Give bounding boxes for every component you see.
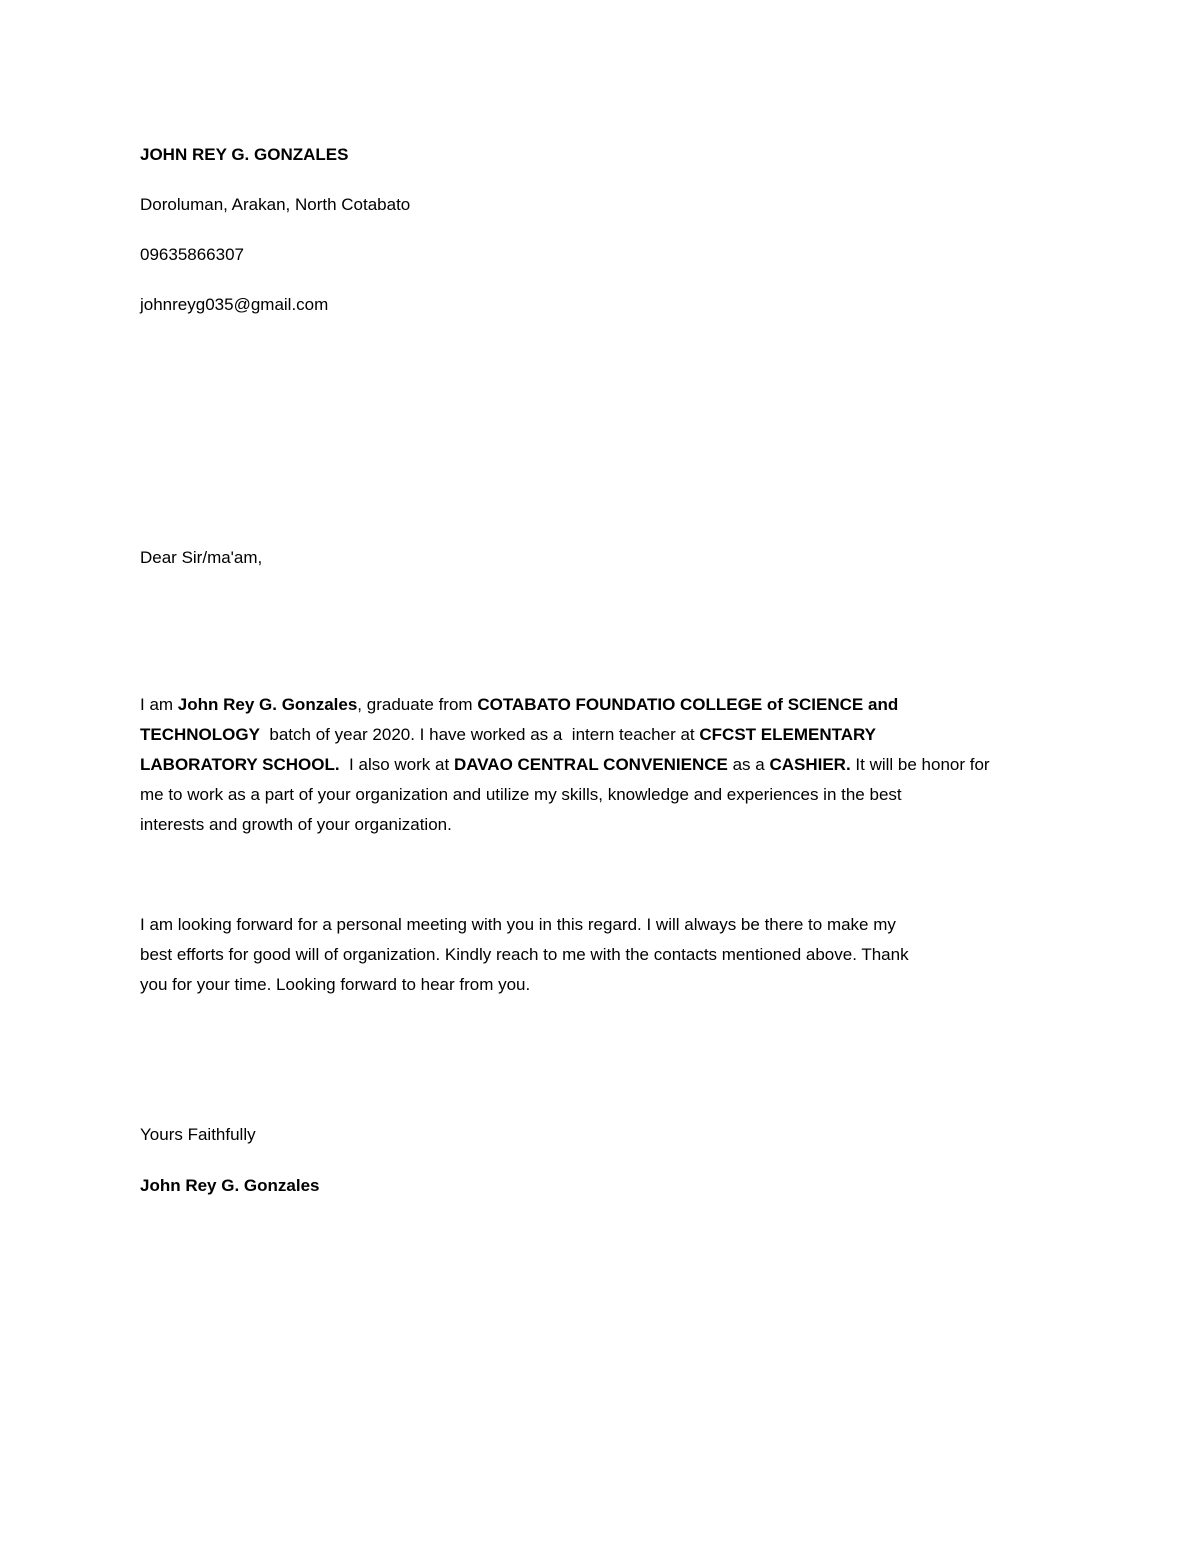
paragraph-line: interests and growth of your organization. <box>140 815 452 834</box>
signature-name: John Rey G. Gonzales <box>140 1176 320 1195</box>
school-name-cont: LABORATORY SCHOOL. <box>140 755 340 774</box>
body-paragraph-2 <box>140 910 1065 1000</box>
sender-email: johnreyg035@gmail.com <box>140 295 329 314</box>
text-run: I also work at <box>339 755 454 774</box>
text-run: batch of year 2020. I have worked as a intern teacher at <box>259 725 700 744</box>
paragraph-line: you for your time. Looking forward to hear from you. <box>140 975 531 994</box>
paragraph-line <box>140 750 1065 780</box>
closing: Yours Faithfully <box>140 1125 256 1144</box>
sender-phone: 09635866307 <box>140 245 245 264</box>
paragraph-line: best efforts for good will of organization. Kindly reach to me with the contacts mentioned above. Thank <box>140 945 909 964</box>
paragraph-line <box>140 720 1065 750</box>
paragraph-line: I am looking forward for a personal meeting with you in this regard. I will always be there to make my <box>140 915 896 934</box>
salutation: Dear Sir/ma'am, <box>140 548 263 567</box>
college-name: COTABATO FOUNDATIO COLLEGE of SCIENCE and <box>477 695 899 714</box>
sender-address: Doroluman, Arakan, North Cotabato <box>140 195 411 214</box>
paragraph-line: me to work as a part of your organization and utilize my skills, knowledge and experiences in the best <box>140 785 902 804</box>
applicant-name: John Rey G. Gonzales <box>177 695 358 714</box>
paragraph-line <box>140 690 1065 720</box>
text-run: as a <box>727 755 770 774</box>
employer-name: DAVAO CENTRAL CONVENIENCE <box>453 755 728 774</box>
text-run: I am <box>140 695 178 714</box>
text-run: It will be honor for <box>850 755 990 774</box>
body-paragraph-1 <box>140 690 1065 840</box>
school-name: CFCST ELEMENTARY <box>699 725 876 744</box>
college-name-cont: TECHNOLOGY <box>140 725 260 744</box>
text-run: , graduate from <box>357 695 478 714</box>
job-title: CASHIER. <box>769 755 851 774</box>
sender-name: JOHN REY G. GONZALES <box>140 145 349 164</box>
